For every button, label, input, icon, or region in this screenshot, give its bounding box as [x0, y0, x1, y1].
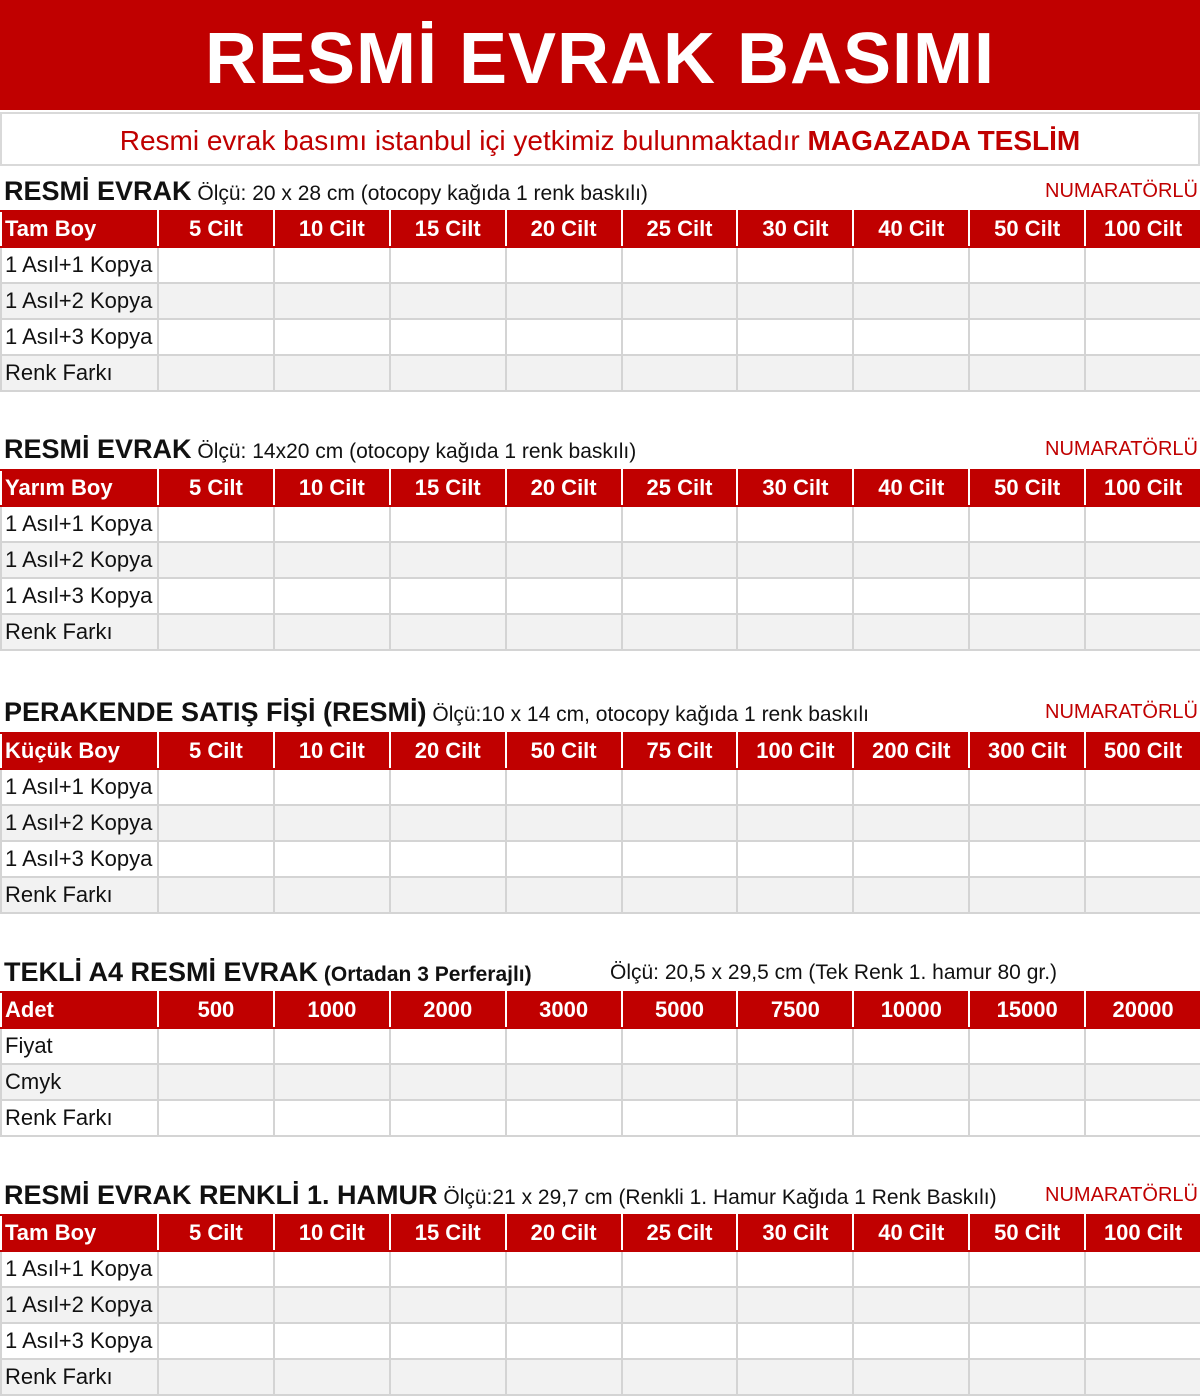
price-cell — [390, 1323, 506, 1359]
price-cell — [506, 1100, 622, 1136]
price-cell — [274, 578, 390, 614]
price-cell — [158, 1100, 274, 1136]
price-cell — [737, 506, 853, 542]
price-cell — [969, 1028, 1085, 1064]
price-cell — [274, 542, 390, 578]
price-table — [0, 210, 1200, 392]
price-cell — [737, 319, 853, 355]
price-cell — [506, 1251, 622, 1287]
table-row — [1, 1323, 1200, 1359]
column-header: 100 Cilt — [1085, 211, 1200, 247]
column-header: 50 Cilt — [969, 1215, 1085, 1251]
price-cell — [390, 1359, 506, 1395]
price-cell — [274, 506, 390, 542]
row-label: Renk Farkı — [1, 1100, 158, 1136]
price-cell — [1085, 1028, 1200, 1064]
price-cell — [969, 247, 1085, 283]
row-label: Renk Farkı — [1, 355, 158, 391]
price-cell — [969, 1251, 1085, 1287]
price-cell — [622, 283, 738, 319]
table-row — [1, 1287, 1200, 1323]
price-cell — [506, 319, 622, 355]
price-cell — [622, 506, 738, 542]
price-cell — [622, 247, 738, 283]
price-cell — [853, 1100, 969, 1136]
row-header-label: Küçük Boy — [1, 733, 158, 769]
price-cell — [622, 877, 738, 913]
table-row — [1, 247, 1200, 283]
table-row — [1, 283, 1200, 319]
column-header: 50 Cilt — [506, 733, 622, 769]
price-cell — [1085, 542, 1200, 578]
column-header: 100 Cilt — [1085, 470, 1200, 506]
price-cell — [853, 769, 969, 805]
table-row — [1, 1359, 1200, 1395]
price-cell — [969, 1064, 1085, 1100]
row-label: 1 Asıl+2 Kopya — [1, 283, 158, 319]
column-header: 10 Cilt — [274, 1215, 390, 1251]
section-title — [4, 957, 1200, 989]
price-cell — [622, 1028, 738, 1064]
price-cell — [853, 1323, 969, 1359]
table-header-row — [1, 733, 1200, 769]
price-cell — [506, 1323, 622, 1359]
numbering-note: NUMARATÖRLÜ — [1045, 438, 1198, 460]
price-cell — [1085, 247, 1200, 283]
price-cell — [737, 1323, 853, 1359]
column-header: 500 — [158, 992, 274, 1028]
price-cell — [1085, 506, 1200, 542]
price-cell — [158, 578, 274, 614]
price-cell — [274, 1323, 390, 1359]
price-cell — [390, 355, 506, 391]
column-header: 20 Cilt — [506, 1215, 622, 1251]
price-cell — [853, 542, 969, 578]
table-header-row — [1, 470, 1200, 506]
section-title — [4, 697, 1200, 729]
price-cell — [969, 877, 1085, 913]
price-cell — [1085, 877, 1200, 913]
price-cell — [506, 1287, 622, 1323]
price-cell — [969, 1359, 1085, 1395]
row-label: Renk Farkı — [1, 1359, 158, 1395]
column-header: 1000 — [274, 992, 390, 1028]
price-cell — [158, 319, 274, 355]
price-cell — [158, 1251, 274, 1287]
price-cell — [158, 877, 274, 913]
price-cell — [274, 1064, 390, 1100]
price-cell — [506, 877, 622, 913]
column-header: 40 Cilt — [853, 211, 969, 247]
numbering-note: NUMARATÖRLÜ — [1045, 180, 1198, 202]
price-cell — [1085, 1251, 1200, 1287]
price-cell — [158, 841, 274, 877]
price-cell — [1085, 1323, 1200, 1359]
section-size: Ölçü: 14x20 cm (otocopy kağıda 1 renk baskılı) — [191, 440, 637, 463]
column-header: 5 Cilt — [158, 211, 274, 247]
price-cell — [969, 841, 1085, 877]
column-header: 20000 — [1085, 992, 1200, 1028]
price-cell — [506, 542, 622, 578]
price-cell — [622, 769, 738, 805]
price-cell — [622, 1359, 738, 1395]
price-cell — [158, 247, 274, 283]
price-table — [0, 991, 1200, 1137]
table-row — [1, 841, 1200, 877]
column-header: 100 Cilt — [737, 733, 853, 769]
price-cell — [1085, 1064, 1200, 1100]
price-cell — [737, 1100, 853, 1136]
column-header: 5 Cilt — [158, 733, 274, 769]
price-cell — [274, 769, 390, 805]
row-label: 1 Asıl+3 Kopya — [1, 578, 158, 614]
price-cell — [390, 542, 506, 578]
price-cell — [969, 283, 1085, 319]
price-cell — [1085, 283, 1200, 319]
price-table — [0, 1214, 1200, 1396]
price-cell — [158, 614, 274, 650]
table-row — [1, 1251, 1200, 1287]
column-header: 40 Cilt — [853, 470, 969, 506]
column-header: 10000 — [853, 992, 969, 1028]
column-header: 5000 — [622, 992, 738, 1028]
section-title — [4, 176, 1200, 208]
price-cell — [506, 283, 622, 319]
price-cell — [737, 805, 853, 841]
price-cell — [622, 1251, 738, 1287]
price-cell — [622, 841, 738, 877]
price-cell — [390, 1100, 506, 1136]
price-cell — [274, 1100, 390, 1136]
section-subheading: (Ortadan 3 Perferajlı) — [318, 963, 532, 986]
price-cell — [969, 506, 1085, 542]
price-cell — [1085, 614, 1200, 650]
price-cell — [390, 283, 506, 319]
price-cell — [853, 355, 969, 391]
row-label: 1 Asıl+1 Kopya — [1, 769, 158, 805]
price-cell — [969, 769, 1085, 805]
price-cell — [969, 355, 1085, 391]
column-header: 100 Cilt — [1085, 1215, 1200, 1251]
page-title: RESMİ EVRAK BASIMI — [0, 0, 1200, 110]
price-cell — [853, 1064, 969, 1100]
row-label: 1 Asıl+2 Kopya — [1, 542, 158, 578]
table-row — [1, 506, 1200, 542]
row-label: 1 Asıl+2 Kopya — [1, 805, 158, 841]
price-cell — [622, 805, 738, 841]
price-cell — [1085, 1100, 1200, 1136]
column-header: 2000 — [390, 992, 506, 1028]
price-cell — [1085, 769, 1200, 805]
price-cell — [853, 247, 969, 283]
price-cell — [274, 805, 390, 841]
table-row — [1, 1100, 1200, 1136]
column-header: 15 Cilt — [390, 211, 506, 247]
price-cell — [390, 578, 506, 614]
column-header: 15000 — [969, 992, 1085, 1028]
column-header: 25 Cilt — [622, 470, 738, 506]
price-cell — [390, 1287, 506, 1323]
row-header-label: Yarım Boy — [1, 470, 158, 506]
price-cell — [622, 578, 738, 614]
table-header-row — [1, 1215, 1200, 1251]
price-cell — [737, 1251, 853, 1287]
price-cell — [390, 841, 506, 877]
price-cell — [969, 805, 1085, 841]
column-header: 20 Cilt — [506, 470, 622, 506]
section-size: Ölçü:10 x 14 cm, otocopy kağıda 1 renk baskılı — [426, 703, 869, 726]
price-cell — [506, 1359, 622, 1395]
price-cell — [506, 247, 622, 283]
column-header: 200 Cilt — [853, 733, 969, 769]
price-cell — [1085, 578, 1200, 614]
column-header: 25 Cilt — [622, 211, 738, 247]
row-header-label: Adet — [1, 992, 158, 1028]
price-cell — [390, 1251, 506, 1287]
table-row — [1, 542, 1200, 578]
price-cell — [274, 283, 390, 319]
row-label: Renk Farkı — [1, 877, 158, 913]
price-table — [0, 469, 1200, 651]
price-cell — [506, 355, 622, 391]
price-cell — [853, 1028, 969, 1064]
price-cell — [737, 283, 853, 319]
row-header-label: Tam Boy — [1, 1215, 158, 1251]
price-cell — [853, 578, 969, 614]
row-label: 1 Asıl+1 Kopya — [1, 506, 158, 542]
section-size: Ölçü: 20,5 x 29,5 cm (Tek Renk 1. hamur 80 gr.) — [610, 961, 1058, 984]
column-header: 7500 — [737, 992, 853, 1028]
column-header: 5 Cilt — [158, 470, 274, 506]
table-row — [1, 877, 1200, 913]
section-size: Ölçü:21 x 29,7 cm (Renkli 1. Hamur Kağıda 1 Renk Baskılı) — [437, 1186, 997, 1209]
price-cell — [1085, 355, 1200, 391]
column-header: 10 Cilt — [274, 733, 390, 769]
column-header: 50 Cilt — [969, 211, 1085, 247]
column-header: 10 Cilt — [274, 470, 390, 506]
subtitle-emphasis: MAGAZADA TESLİM — [807, 125, 1081, 156]
price-cell — [853, 506, 969, 542]
price-cell — [969, 1287, 1085, 1323]
price-cell — [158, 355, 274, 391]
price-cell — [853, 877, 969, 913]
price-cell — [969, 578, 1085, 614]
price-cell — [622, 542, 738, 578]
section-title — [4, 1180, 1200, 1212]
price-cell — [158, 769, 274, 805]
price-cell — [274, 1287, 390, 1323]
table-row — [1, 1028, 1200, 1064]
price-cell — [158, 1287, 274, 1323]
price-cell — [853, 805, 969, 841]
price-cell — [274, 355, 390, 391]
price-cell — [274, 877, 390, 913]
price-cell — [853, 319, 969, 355]
price-cell — [390, 319, 506, 355]
column-header: 20 Cilt — [390, 733, 506, 769]
row-label: 1 Asıl+3 Kopya — [1, 1323, 158, 1359]
column-header: 30 Cilt — [737, 211, 853, 247]
column-header: 15 Cilt — [390, 1215, 506, 1251]
price-cell — [506, 841, 622, 877]
price-cell — [274, 319, 390, 355]
column-header: 300 Cilt — [969, 733, 1085, 769]
price-cell — [969, 614, 1085, 650]
price-cell — [506, 769, 622, 805]
price-cell — [853, 1287, 969, 1323]
price-cell — [158, 1064, 274, 1100]
price-cell — [622, 1100, 738, 1136]
price-cell — [737, 578, 853, 614]
price-cell — [390, 506, 506, 542]
subtitle-text: Resmi evrak basımı istanbul içi yetkimiz bulunmaktadır — [119, 125, 800, 156]
price-cell — [506, 805, 622, 841]
price-cell — [506, 614, 622, 650]
price-cell — [969, 542, 1085, 578]
price-cell — [622, 355, 738, 391]
table-row — [1, 805, 1200, 841]
price-cell — [390, 614, 506, 650]
price-cell — [737, 614, 853, 650]
row-label: Fiyat — [1, 1028, 158, 1064]
price-cell — [622, 1064, 738, 1100]
price-cell — [390, 877, 506, 913]
section-heading: RESMİ EVRAK — [4, 434, 192, 464]
table-row — [1, 355, 1200, 391]
section-heading: TEKLİ A4 RESMİ EVRAK — [4, 957, 319, 987]
price-cell — [969, 319, 1085, 355]
column-header: 25 Cilt — [622, 1215, 738, 1251]
price-cell — [158, 1359, 274, 1395]
price-cell — [1085, 1287, 1200, 1323]
price-cell — [274, 614, 390, 650]
column-header: 75 Cilt — [622, 733, 738, 769]
section-heading: RESMİ EVRAK — [4, 176, 192, 206]
price-cell — [274, 841, 390, 877]
column-header: 20 Cilt — [506, 211, 622, 247]
price-cell — [158, 506, 274, 542]
table-row — [1, 319, 1200, 355]
column-header: 5 Cilt — [158, 1215, 274, 1251]
price-cell — [622, 319, 738, 355]
price-cell — [274, 1359, 390, 1395]
column-header: 40 Cilt — [853, 1215, 969, 1251]
price-cell — [1085, 805, 1200, 841]
price-cell — [737, 355, 853, 391]
column-header: 30 Cilt — [737, 470, 853, 506]
row-label: Renk Farkı — [1, 614, 158, 650]
price-cell — [853, 1359, 969, 1395]
column-header: 10 Cilt — [274, 211, 390, 247]
table-row — [1, 769, 1200, 805]
price-cell — [622, 1287, 738, 1323]
numbering-note: NUMARATÖRLÜ — [1045, 1184, 1198, 1206]
column-header: 50 Cilt — [969, 470, 1085, 506]
row-label: 1 Asıl+3 Kopya — [1, 841, 158, 877]
table-header-row — [1, 992, 1200, 1028]
price-cell — [1085, 1359, 1200, 1395]
price-cell — [506, 1028, 622, 1064]
price-cell — [390, 1064, 506, 1100]
table-row — [1, 578, 1200, 614]
price-cell — [737, 877, 853, 913]
price-cell — [737, 1287, 853, 1323]
price-table — [0, 732, 1200, 914]
price-cell — [158, 1028, 274, 1064]
price-cell — [737, 1064, 853, 1100]
page-subtitle — [0, 112, 1200, 166]
column-header: 3000 — [506, 992, 622, 1028]
price-cell — [737, 1028, 853, 1064]
price-cell — [274, 1028, 390, 1064]
price-cell — [737, 247, 853, 283]
price-cell — [158, 805, 274, 841]
price-cell — [390, 769, 506, 805]
column-header: 30 Cilt — [737, 1215, 853, 1251]
price-cell — [853, 1251, 969, 1287]
price-cell — [853, 283, 969, 319]
numbering-note: NUMARATÖRLÜ — [1045, 701, 1198, 723]
price-cell — [969, 1100, 1085, 1136]
price-cell — [390, 1028, 506, 1064]
price-cell — [737, 542, 853, 578]
row-label: 1 Asıl+1 Kopya — [1, 1251, 158, 1287]
price-cell — [1085, 319, 1200, 355]
column-header: 500 Cilt — [1085, 733, 1200, 769]
price-cell — [506, 1064, 622, 1100]
price-cell — [274, 1251, 390, 1287]
section-size: Ölçü: 20 x 28 cm (otocopy kağıda 1 renk baskılı) — [191, 182, 648, 205]
section-heading: RESMİ EVRAK RENKLİ 1. HAMUR — [4, 1180, 438, 1210]
row-label: 1 Asıl+1 Kopya — [1, 247, 158, 283]
price-cell — [853, 614, 969, 650]
price-cell — [622, 614, 738, 650]
price-cell — [622, 1323, 738, 1359]
price-cell — [1085, 841, 1200, 877]
price-cell — [737, 769, 853, 805]
section-title — [4, 434, 1200, 466]
table-header-row — [1, 211, 1200, 247]
row-label: 1 Asıl+3 Kopya — [1, 319, 158, 355]
price-cell — [158, 283, 274, 319]
price-cell — [158, 1323, 274, 1359]
price-cell — [853, 841, 969, 877]
price-cell — [506, 506, 622, 542]
table-row — [1, 614, 1200, 650]
row-label: Cmyk — [1, 1064, 158, 1100]
price-cell — [737, 1359, 853, 1395]
row-label: 1 Asıl+2 Kopya — [1, 1287, 158, 1323]
price-cell — [969, 1323, 1085, 1359]
price-cell — [506, 578, 622, 614]
column-header: 15 Cilt — [390, 470, 506, 506]
price-cell — [158, 542, 274, 578]
section-heading: PERAKENDE SATIŞ FİŞİ (RESMİ) — [4, 697, 427, 727]
price-cell — [737, 841, 853, 877]
price-cell — [390, 805, 506, 841]
row-header-label: Tam Boy — [1, 211, 158, 247]
price-cell — [390, 247, 506, 283]
table-row — [1, 1064, 1200, 1100]
price-cell — [274, 247, 390, 283]
